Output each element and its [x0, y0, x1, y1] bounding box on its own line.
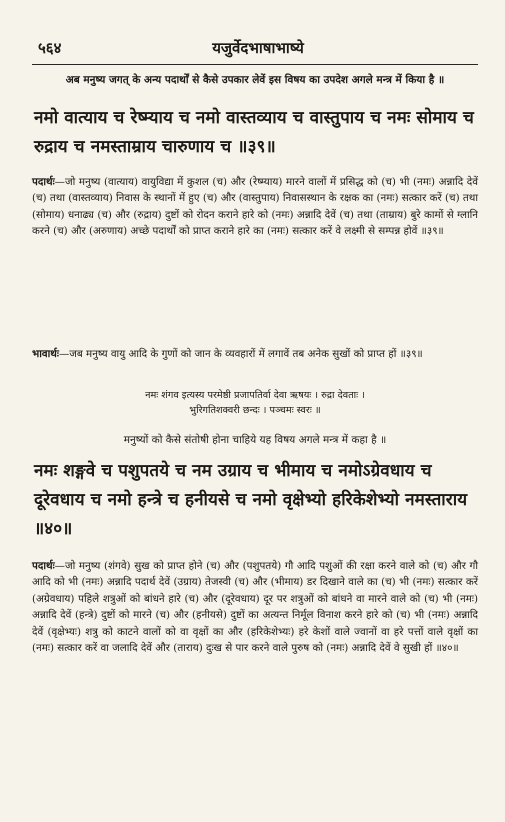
- bhavartha-text: —जब मनुष्य वायु आदि के गुणों को जान के व्यवहारों में लगावें तब अनेक सुखों को प्राप्त हों ॥३९॥: [58, 348, 423, 360]
- running-title: यजुर्वेदभाषाभाष्ये: [212, 39, 304, 57]
- mantra-meta: [32, 388, 478, 418]
- bhavartha-label: भावार्थः: [32, 348, 59, 360]
- meta-chhanda-svara: भुरिगतिशक्वरी छन्दः । पञ्चमः स्वरः ॥: [189, 405, 321, 416]
- padartha-label: पदार्थः: [32, 176, 55, 188]
- meta-rishi-devata: नमः शंगव इत्यस्य परमेष्ठी प्रजापतिर्वा देवा ऋषयः । रुद्रा देवताः ।: [145, 390, 365, 401]
- section1-bhavartha: [32, 346, 478, 362]
- section2-mantra: नमः शङ्गवे च पशुपतये च नम उग्राय च भीमाय च नमोऽग्रेवधाय च दूरेवधाय च नमो हन्त्रे च हनीयसे च नमो वृक्षेभ्यो हरिकेशेभ्यो नमस्ताराय ॥४०॥: [34, 461, 468, 539]
- padartha-text-2: —जो मनुष्य (शंगवे) सुख को प्राप्त होने (च) और (पशुपतये) गौ आदि पशुओं की रक्षा करने वाले को (च) और गौ आदि को भी (नमः) अन्नादि पदार्थ देवें (उग्राय) तेजस्वी (च) और (भीमाय) डर दिखाने वाले का (च) भी (नमः) सत्कार करें (अग्रेवधाय) पहिले शत्रुओं को बांधने हारे (च) और (दूरेवधाय) दूर पर शत्रुओं को बांधने वा मारने वाले को (च) भी (नमः) अन्नादि देवें (हन्त्रे) दुष्टों को मारने (च) और (हनीयसे) दुष्टों का अत्यन्त निर्मूल विनाश करने हारे को (च) भी (नमः) अन्नादि देवें (वृक्षेभ्यः) शत्रु को काटने वालों को वा वृक्षों का और (हरिकेशेभ्यः) हरे केशों वाले ज्वानों वा हरे पत्तों वाले वृक्षों का (नमः) सत्कार करें वा जलादि देवें और (ताराय) दुःख से पार करने वाले पुरुष को (नमः) अन्नादि देवें वे सुखी हों ॥४०॥: [32, 560, 478, 655]
- section1-intro: अब मनुष्य जगत् के अन्य पदार्थों से कैसे उपकार लेवें इस विषय का उपदेश अगले मन्त्र में किया है ॥: [65, 74, 445, 86]
- section2-padartha: [32, 558, 478, 656]
- section1-padartha: [32, 174, 478, 240]
- padartha-text: —जो मनुष्य (वात्याय) वायुविद्या में कुशल (च) और (रेष्म्याय) मारने वालों में प्रसिद्ध को (च) भी (नमः) अन्नादि देवें (च) तथा (वास्तव्याय) निवास के स्थानों में हुए (च) और (वास्तुपाय) निवासस्थान के रक्षक का (नमः) सत्कार करें (च) तथा (सोमाय) धनाढ्य (च) और (रुद्राय) दुष्टों को रोदन कराने हारे को (नमः) अन्नादि देवें (च) तथा (ताम्राय) बुरे कामों से ग्लानि करने (च) और (अरुणाय) अच्छे पदार्थों को प्राप्त कराने हारे का (नमः) सत्कार करें वे लक्ष्मी से सम्पन्न होवें ॥३९॥: [32, 176, 478, 238]
- page-header: [38, 38, 478, 60]
- header-rule: [32, 64, 478, 65]
- section1-mantra: नमो वात्याय च रेष्म्याय च नमो वास्तव्याय च वास्तुपाय च नमः सोमाय च रुद्राय च नमस्ताम्राय चारुणाय च ॥३९॥: [34, 108, 474, 157]
- page-number: ५६४: [38, 39, 62, 57]
- section2-intro: मनुष्यों को कैसे संतोषी होना चाहिये यह विषय अगले मन्त्र में कहा है ॥: [123, 434, 387, 446]
- padartha-label-2: पदार्थः: [32, 560, 55, 572]
